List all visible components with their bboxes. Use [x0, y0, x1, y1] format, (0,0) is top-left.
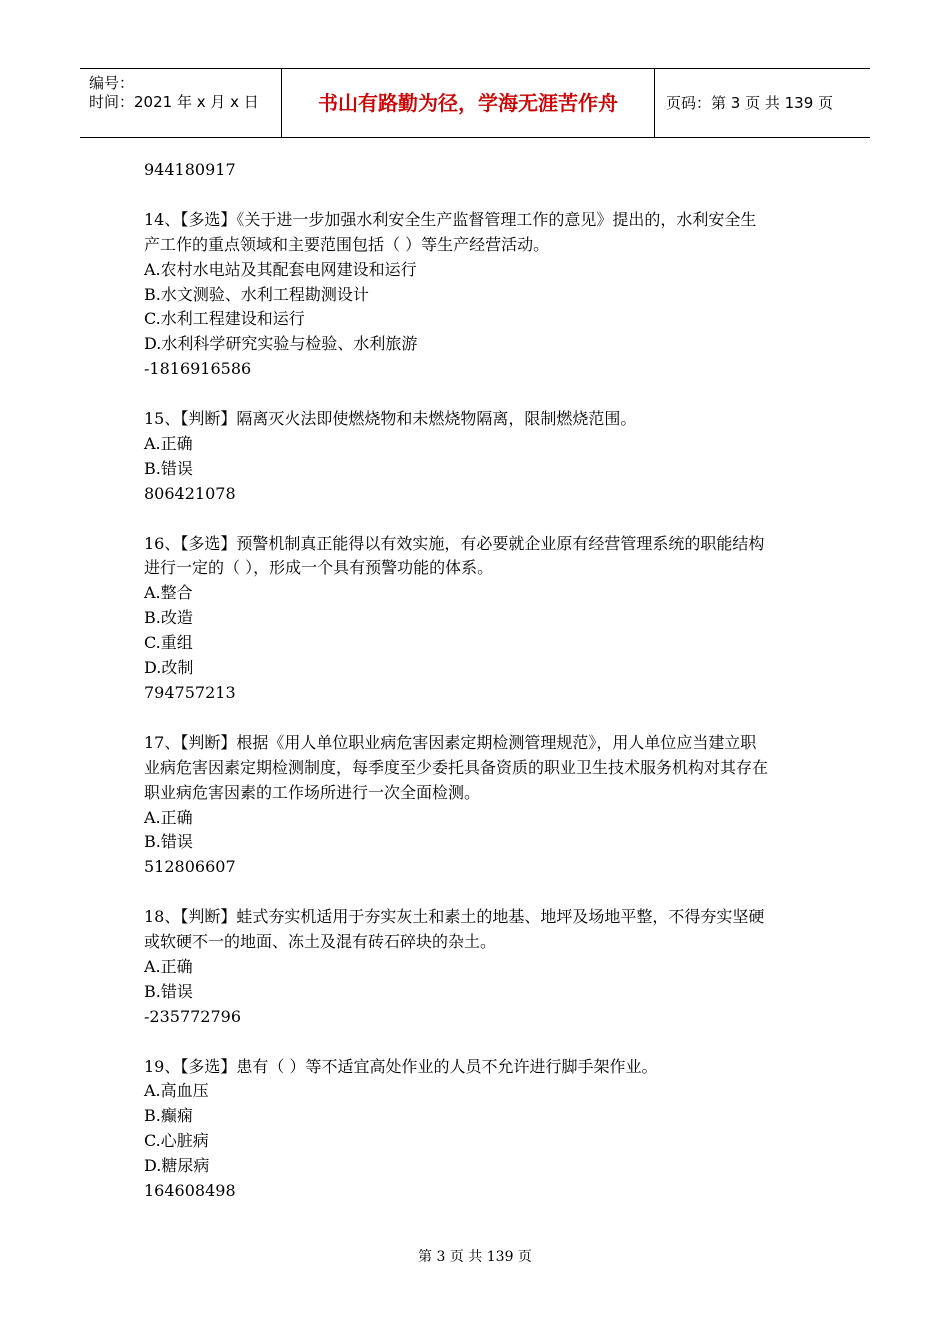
question-text-line: 17、【判断】根据《用人单位职业病危害因素定期检测管理规范》，用人单位应当建立职	[144, 732, 757, 752]
leading-code: 944180917	[144, 160, 236, 179]
document-date: 时间：2021 年 x 月 x 日	[89, 93, 259, 111]
question-text-line: 业病危害因素定期检测制度，每季度至少委托具备资质的职业卫生技术服务机构对其存在	[144, 757, 769, 777]
page-footer: 第 3 页 共 139 页	[418, 1249, 532, 1265]
question-text-line: 14、【多选】《关于进一步加强水利安全生产监督管理工作的意见》提出的，水利安全生	[144, 209, 757, 229]
answer-option: A.正确	[144, 807, 193, 827]
answer-option: A.正确	[144, 956, 193, 976]
question-code: 512806607	[144, 857, 236, 877]
question-list	[144, 158, 816, 1204]
question-code: 164608498	[144, 1181, 236, 1201]
question-block	[144, 731, 816, 880]
answer-option: B.改造	[144, 608, 193, 628]
question-code: 806421078	[144, 483, 236, 503]
header-motto: 书山有路勤为径，学海无涯苦作舟	[282, 69, 655, 137]
answer-option: A.正确	[144, 433, 193, 453]
question-code: -235772796	[144, 1006, 242, 1026]
answer-option: D.水利科学研究实验与检验、水利旅游	[144, 334, 418, 354]
header-page-info: 页码：第 3 页 共 139 页	[666, 94, 834, 112]
question-block	[144, 407, 816, 507]
answer-option: B.错误	[144, 458, 193, 478]
page-header	[80, 68, 870, 138]
document-number-label: 编号：	[89, 74, 135, 92]
answer-option: B.癫痫	[144, 1106, 193, 1126]
question-block	[144, 532, 816, 706]
question-text-line: 18、【判断】蛙式夯实机适用于夯实灰土和素土的地基、地坪及场地平整，不得夯实坚硬	[144, 907, 765, 927]
question-code: 794757213	[144, 682, 236, 702]
answer-option: D.糖尿病	[144, 1156, 210, 1176]
question-text-line: 或软硬不一的地面、冻土及混有砖石碎块的杂土。	[144, 932, 497, 952]
answer-option: A.高血压	[144, 1081, 209, 1101]
answer-option: A.整合	[144, 583, 193, 603]
question-text-line: 职业病危害因素的工作场所进行一次全面检测。	[144, 782, 481, 802]
answer-option: B.错误	[144, 981, 193, 1001]
question-text-line: 19、【多选】患有（ ）等不适宜高处作业的人员不允许进行脚手架作业。	[144, 1056, 658, 1076]
question-code: -1816916586	[144, 359, 252, 379]
answer-option: C.心脏病	[144, 1131, 209, 1151]
answer-option: C.水利工程建设和运行	[144, 309, 305, 329]
question-text-line: 16、【多选】预警机制真正能得以有效实施，有必要就企业原有经营管理系统的职能结构	[144, 533, 765, 553]
question-text-line: 进行一定的（ ），形成一个具有预警功能的体系。	[144, 558, 494, 578]
answer-option: C.重组	[144, 633, 193, 653]
answer-option: B.水文测验、水利工程勘测设计	[144, 284, 369, 304]
answer-option: A.农村水电站及其配套电网建设和运行	[144, 259, 417, 279]
question-block	[144, 208, 816, 382]
answer-option: D.改制	[144, 658, 194, 678]
question-block	[144, 905, 816, 1030]
question-block	[144, 1055, 816, 1204]
header-meta-cell	[80, 69, 282, 137]
question-text-line: 15、【判断】隔离灭火法即使燃烧物和未燃烧物隔离，限制燃烧范围。	[144, 409, 637, 429]
question-text-line: 产工作的重点领域和主要范围包括（ ）等生产经营活动。	[144, 234, 550, 254]
answer-option: B.错误	[144, 832, 193, 852]
